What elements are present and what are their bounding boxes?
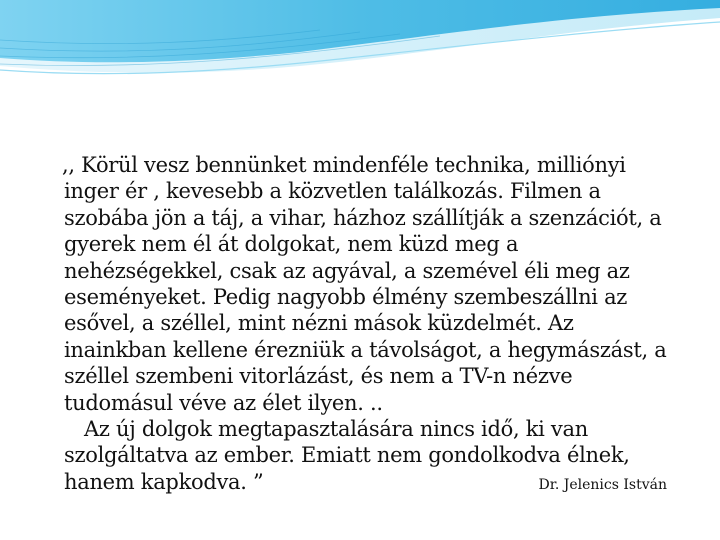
quote-line: szolgáltatva az ember. Emiatt nem gondolkodva élnek, [64, 443, 630, 468]
quote-line: Az új dolgok megtapasztalására nincs idő, ki van [84, 417, 588, 442]
quote-line: gyerek nem él át dolgokat, nem küzd meg a [64, 232, 519, 257]
quote-line: esővel, a széllel, mint nézni mások küzdelmét. Az [64, 311, 574, 336]
quote-block [62, 152, 672, 498]
header-wave-banner [0, 0, 720, 90]
quote-line: nehézségekkel, csak az agyával, a szemével éli meg az [64, 258, 630, 283]
quote-line: széllel szembeni vitorlázást, és nem a TV-n nézve [64, 364, 573, 389]
quote-line: tudomásul véve az élet ilyen. .. [64, 390, 383, 415]
quote-last-row [62, 469, 667, 498]
quote-author: Dr. Jelenics István [538, 476, 667, 493]
quote-line: inger ér , kevesebb a közvetlen találkozás. Filmen a [64, 179, 601, 204]
quote-line: szobába jön a táj, a vihar, házhoz szállítják a szenzációt, a [64, 205, 662, 230]
quote-line: ,, Körül vesz bennünket mindenféle technika, milliónyi [62, 153, 626, 177]
quote-line: eseményeket. Pedig nagyobb élmény szembeszállni az [64, 285, 628, 310]
quote-line: inainkban kellene érezniük a távolságot, a hegymászást, a [64, 337, 667, 362]
quote-line: hanem kapkodva. ” [64, 469, 264, 494]
